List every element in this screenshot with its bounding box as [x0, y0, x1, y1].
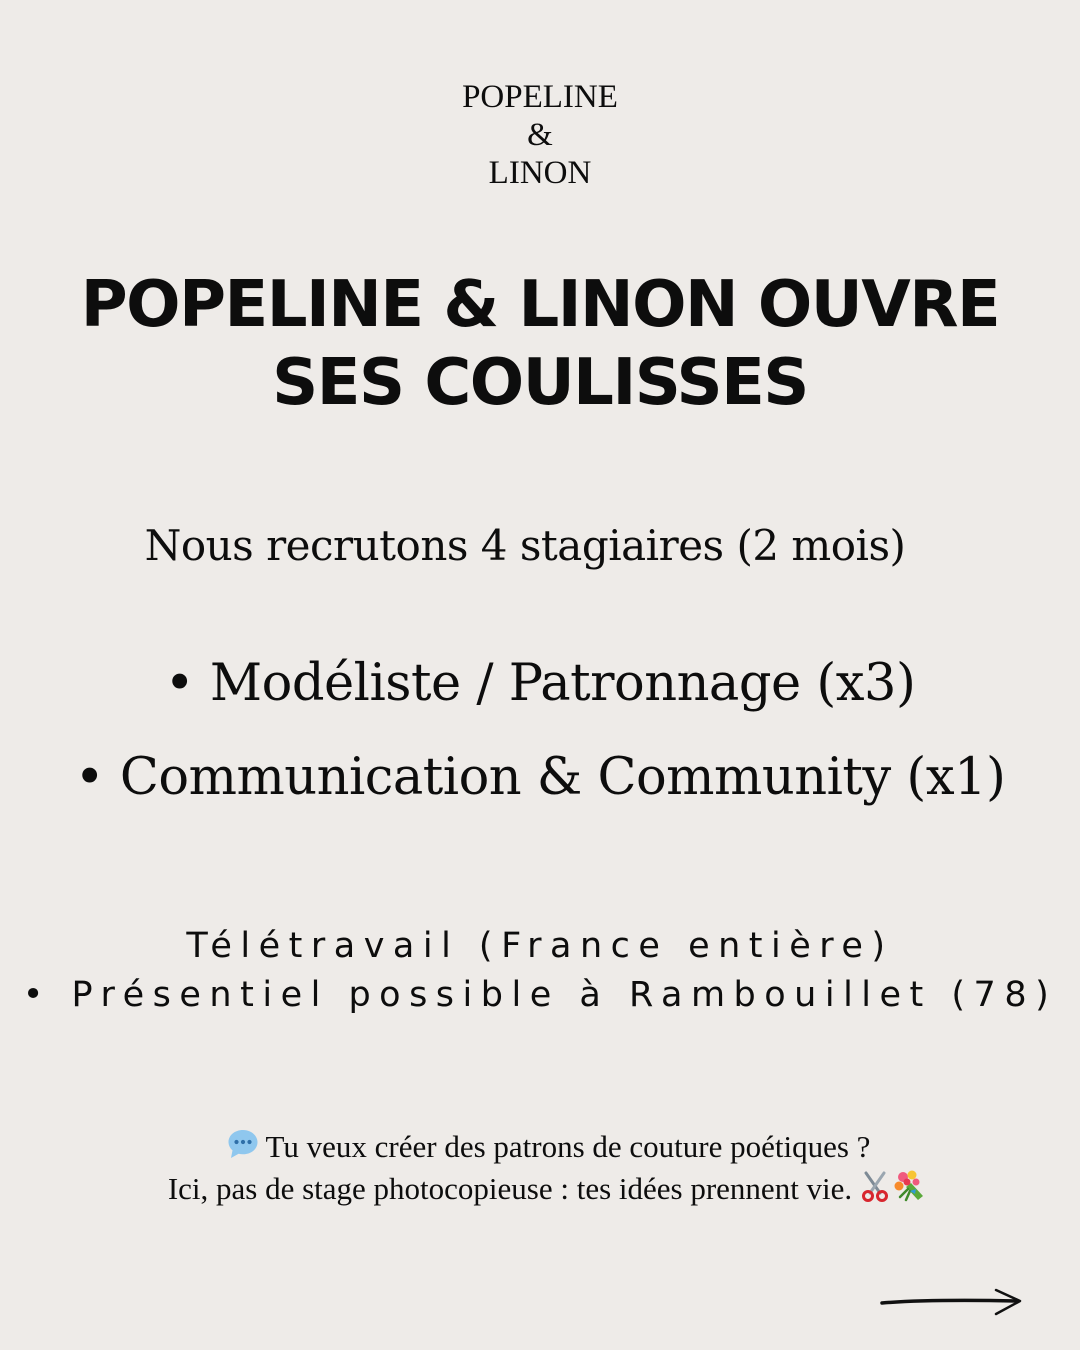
brand-logo — [0, 78, 1080, 192]
location-onsite: • Présentiel possible à Rambouillet (78) — [22, 975, 1058, 1015]
logo-line-linon: LINON — [488, 155, 592, 191]
roles-list — [0, 650, 1080, 812]
arrow-right-icon[interactable] — [878, 1286, 1028, 1318]
headline-line-2: SES COULISSES — [272, 346, 808, 420]
role-modeliste: • Modéliste / Patronnage (x3) — [164, 654, 916, 713]
logo-line-ampersand: & — [527, 117, 553, 153]
recruitment-subline: Nous recrutons 4 stagiaires (2 mois) — [144, 521, 906, 570]
bouquet-icon — [892, 1169, 926, 1203]
location-info — [0, 922, 1080, 1020]
headline-line-1: POPELINE & LINON OUVRE — [80, 268, 1000, 342]
logo-line-popeline: POPELINE — [462, 79, 618, 115]
pitch-line-2-text: Ici, pas de stage photocopieuse : tes idées prennent vie. — [167, 1171, 853, 1206]
pitch-line-1 — [0, 1126, 1080, 1168]
location-remote: Télétravail (France entière) — [186, 926, 894, 966]
headline — [0, 266, 1080, 422]
pitch-text — [0, 1126, 1080, 1210]
pitch-line-2 — [0, 1168, 1080, 1210]
role-communication: • Communication & Community (x1) — [74, 748, 1006, 807]
pitch-line-1-text: Tu veux créer des patrons de couture poétiques ? — [265, 1129, 871, 1164]
scissors-icon — [858, 1169, 892, 1203]
speech-bubble-icon — [226, 1127, 260, 1161]
